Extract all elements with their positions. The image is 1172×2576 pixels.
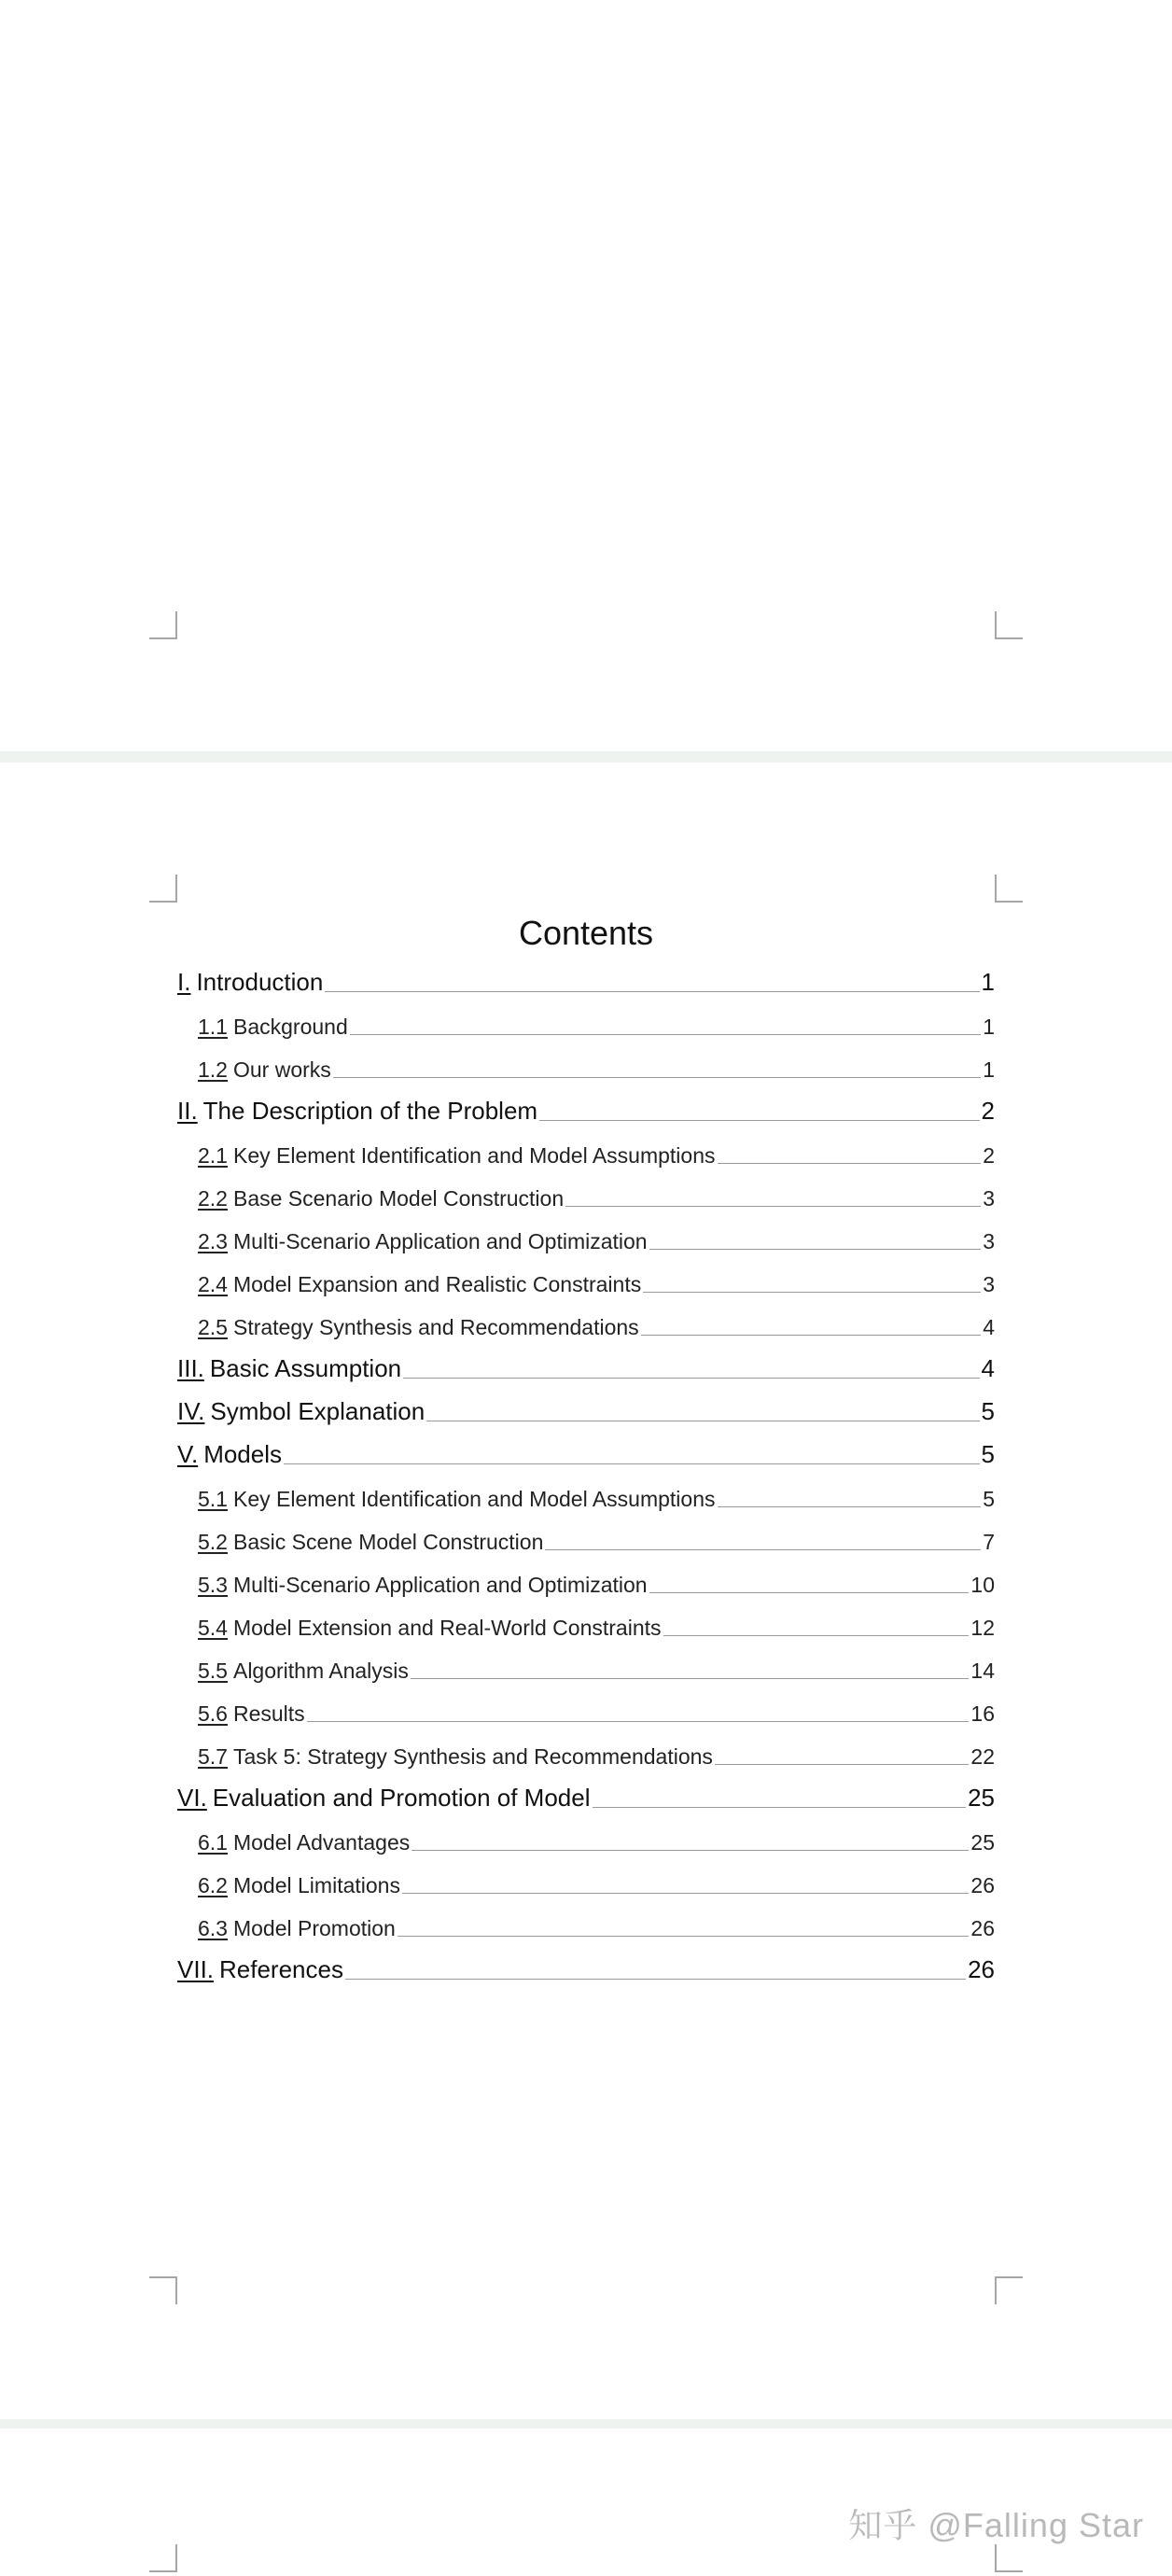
toc-leader-line xyxy=(643,1291,981,1293)
toc-subsection-entry[interactable] xyxy=(177,1217,995,1260)
toc-entry-label: Evaluation and Promotion of Model xyxy=(212,1784,591,1812)
toc-leader-line xyxy=(333,1076,981,1078)
toc-entry-number-link[interactable]: 1.2 xyxy=(198,1057,228,1082)
toc-entry-page-number: 26 xyxy=(970,1916,995,1940)
toc-leader-line xyxy=(284,1463,980,1464)
toc-entry-number-link[interactable]: 5.7 xyxy=(198,1744,228,1769)
toc-entry-label: Model Promotion xyxy=(232,1916,396,1940)
toc-section-entry[interactable] xyxy=(177,1432,995,1475)
toc-entry-page-number: 5 xyxy=(981,1397,995,1425)
toc-entry-number-link[interactable]: VI. xyxy=(177,1784,207,1812)
toc-entry-number-link[interactable]: 5.5 xyxy=(198,1659,228,1683)
toc-entry-number-link[interactable]: 6.2 xyxy=(198,1873,228,1897)
toc-entry-label: Background xyxy=(232,1015,348,1039)
toc-entry-page-number: 5 xyxy=(981,1440,995,1468)
toc-entry-label: Model Extension and Real-World Constraints xyxy=(232,1616,662,1640)
toc-leader-line xyxy=(539,1119,979,1121)
toc-leader-line xyxy=(350,1033,981,1035)
toc-leader-line xyxy=(649,1591,970,1593)
toc-entry-label: Multi-Scenario Application and Optimization xyxy=(232,1573,648,1597)
toc-subsection-entry[interactable] xyxy=(177,1475,995,1518)
toc-entry-page-number: 7 xyxy=(983,1530,995,1554)
toc-entry-number-link[interactable]: 2.4 xyxy=(198,1272,228,1296)
toc-entry-label: Basic Assumption xyxy=(209,1354,402,1382)
toc-entry-number-link[interactable]: V. xyxy=(177,1440,199,1468)
toc-entry-number-link[interactable]: 2.2 xyxy=(198,1186,228,1211)
toc-entry-label: Basic Scene Model Construction xyxy=(232,1530,544,1554)
toc-entry-label: Task 5: Strategy Synthesis and Recommendations xyxy=(232,1744,713,1769)
toc-leader-line xyxy=(403,1377,979,1379)
toc-entry-number-link[interactable]: 2.5 xyxy=(198,1315,228,1339)
toc-entry-label: Model Expansion and Realistic Constraints xyxy=(232,1272,642,1296)
toc-leader-line xyxy=(565,1205,981,1207)
toc-leader-line xyxy=(641,1334,982,1336)
toc-section-entry[interactable] xyxy=(177,1947,995,1990)
table-of-contents xyxy=(177,959,995,1990)
toc-entry-page-number: 5 xyxy=(983,1487,995,1511)
toc-entry-number-link[interactable]: 1.1 xyxy=(198,1015,228,1039)
crop-mark-bottom-left xyxy=(149,2276,177,2304)
toc-leader-line xyxy=(545,1548,981,1550)
toc-section-entry[interactable] xyxy=(177,959,995,1002)
toc-entry-page-number: 22 xyxy=(970,1744,995,1769)
toc-entry-page-number: 14 xyxy=(970,1659,995,1683)
toc-subsection-entry[interactable] xyxy=(177,1646,995,1689)
toc-entry-number-link[interactable]: 5.1 xyxy=(198,1487,228,1511)
toc-leader-line xyxy=(426,1420,979,1421)
toc-entry-page-number: 25 xyxy=(968,1784,995,1812)
toc-entry-page-number: 1 xyxy=(983,1015,995,1039)
toc-title: Contents xyxy=(518,914,654,952)
toc-entry-number-link[interactable]: 2.3 xyxy=(198,1229,228,1253)
crop-mark-top-left xyxy=(149,2544,177,2572)
toc-subsection-entry[interactable] xyxy=(177,1904,995,1947)
toc-entry-number-link[interactable]: I. xyxy=(177,968,191,996)
toc-entry-number-link[interactable]: 5.4 xyxy=(198,1616,228,1640)
page-separator xyxy=(0,751,1172,763)
toc-subsection-entry[interactable] xyxy=(177,1561,995,1603)
toc-section-entry[interactable] xyxy=(177,1775,995,1818)
toc-entry-page-number: 2 xyxy=(981,1097,995,1125)
toc-leader-line xyxy=(649,1248,982,1250)
toc-subsection-entry[interactable] xyxy=(177,1732,995,1775)
toc-leader-line xyxy=(307,1720,970,1722)
toc-subsection-entry[interactable] xyxy=(177,1045,995,1088)
crop-mark-bottom-left xyxy=(149,611,177,639)
toc-leader-line xyxy=(411,1677,970,1679)
toc-subsection-entry[interactable] xyxy=(177,1518,995,1561)
toc-entry-label: Models xyxy=(203,1440,283,1468)
toc-entry-number-link[interactable]: III. xyxy=(177,1354,204,1382)
toc-entry-label: Key Element Identification and Model Assumptions xyxy=(232,1143,716,1168)
toc-entry-page-number: 26 xyxy=(970,1873,995,1897)
toc-entry-number-link[interactable]: IV. xyxy=(177,1397,205,1425)
toc-entry-number-link[interactable]: II. xyxy=(177,1097,198,1125)
toc-leader-line xyxy=(718,1162,982,1164)
toc-entry-label: Key Element Identification and Model Assumptions xyxy=(232,1487,716,1511)
toc-entry-label: References xyxy=(219,1955,343,1983)
toc-entry-page-number: 1 xyxy=(983,1057,995,1082)
toc-subsection-entry[interactable] xyxy=(177,1002,995,1045)
toc-leader-line xyxy=(345,1978,966,1980)
toc-entry-number-link[interactable]: 6.3 xyxy=(198,1916,228,1940)
toc-entry-page-number: 1 xyxy=(981,968,995,996)
toc-subsection-entry[interactable] xyxy=(177,1603,995,1646)
toc-entry-label: Symbol Explanation xyxy=(210,1397,426,1425)
crop-mark-top-left xyxy=(149,875,177,903)
toc-entry-label: Introduction xyxy=(196,968,324,996)
toc-entry-label: Base Scenario Model Construction xyxy=(232,1186,565,1211)
toc-entry-label: Multi-Scenario Application and Optimization xyxy=(232,1229,648,1253)
toc-entry-label: Model Advantages xyxy=(232,1830,411,1855)
toc-subsection-entry[interactable] xyxy=(177,1689,995,1732)
toc-entry-number-link[interactable]: 5.3 xyxy=(198,1573,228,1597)
toc-entry-page-number: 26 xyxy=(968,1955,995,1983)
toc-entry-label: Strategy Synthesis and Recommendations xyxy=(232,1315,639,1339)
toc-leader-line xyxy=(593,1806,967,1808)
toc-entry-label: Results xyxy=(232,1701,305,1726)
toc-leader-line xyxy=(412,1849,969,1851)
toc-entry-page-number: 16 xyxy=(970,1701,995,1726)
toc-leader-line xyxy=(718,1505,982,1507)
toc-entry-page-number: 3 xyxy=(983,1272,995,1296)
toc-entry-page-number: 3 xyxy=(983,1186,995,1211)
toc-entry-number-link[interactable]: VII. xyxy=(177,1955,215,1983)
toc-leader-line xyxy=(398,1935,970,1937)
toc-entry-label: Our works xyxy=(232,1057,331,1082)
crop-mark-bottom-right xyxy=(995,2276,1023,2304)
toc-leader-line xyxy=(715,1763,969,1765)
toc-subsection-entry[interactable] xyxy=(177,1303,995,1346)
toc-subsection-entry[interactable] xyxy=(177,1861,995,1904)
toc-entry-label: Algorithm Analysis xyxy=(232,1659,409,1683)
toc-entry-page-number: 3 xyxy=(983,1229,995,1253)
toc-entry-page-number: 10 xyxy=(970,1573,995,1597)
crop-mark-bottom-right xyxy=(995,611,1023,639)
toc-subsection-entry[interactable] xyxy=(177,1260,995,1303)
toc-entry-number-link[interactable]: 6.1 xyxy=(198,1830,228,1855)
toc-entry-page-number: 25 xyxy=(970,1830,995,1855)
toc-subsection-entry[interactable] xyxy=(177,1174,995,1217)
toc-entry-number-link[interactable]: 5.6 xyxy=(198,1701,228,1726)
toc-leader-line xyxy=(663,1634,970,1636)
toc-entry-label: Model Limitations xyxy=(232,1873,400,1897)
toc-entry-page-number: 2 xyxy=(983,1143,995,1168)
page-separator xyxy=(0,2419,1172,2429)
toc-entry-page-number: 12 xyxy=(970,1616,995,1640)
toc-section-entry[interactable] xyxy=(177,1088,995,1131)
toc-leader-line xyxy=(402,1892,969,1894)
toc-section-entry[interactable] xyxy=(177,1346,995,1389)
watermark: 知乎 @Falling Star xyxy=(848,2506,1144,2544)
toc-entry-page-number: 4 xyxy=(983,1315,995,1339)
toc-entry-number-link[interactable]: 2.1 xyxy=(198,1143,228,1168)
crop-mark-top-right xyxy=(995,875,1023,903)
toc-subsection-entry[interactable] xyxy=(177,1818,995,1861)
crop-mark-top-right xyxy=(995,2544,1023,2572)
toc-subsection-entry[interactable] xyxy=(177,1131,995,1174)
toc-leader-line xyxy=(325,990,979,992)
toc-section-entry[interactable] xyxy=(177,1389,995,1432)
document-page-1 xyxy=(0,0,1172,751)
toc-entry-label: The Description of the Problem xyxy=(202,1097,538,1125)
toc-entry-page-number: 4 xyxy=(981,1354,995,1382)
toc-entry-number-link[interactable]: 5.2 xyxy=(198,1530,228,1554)
